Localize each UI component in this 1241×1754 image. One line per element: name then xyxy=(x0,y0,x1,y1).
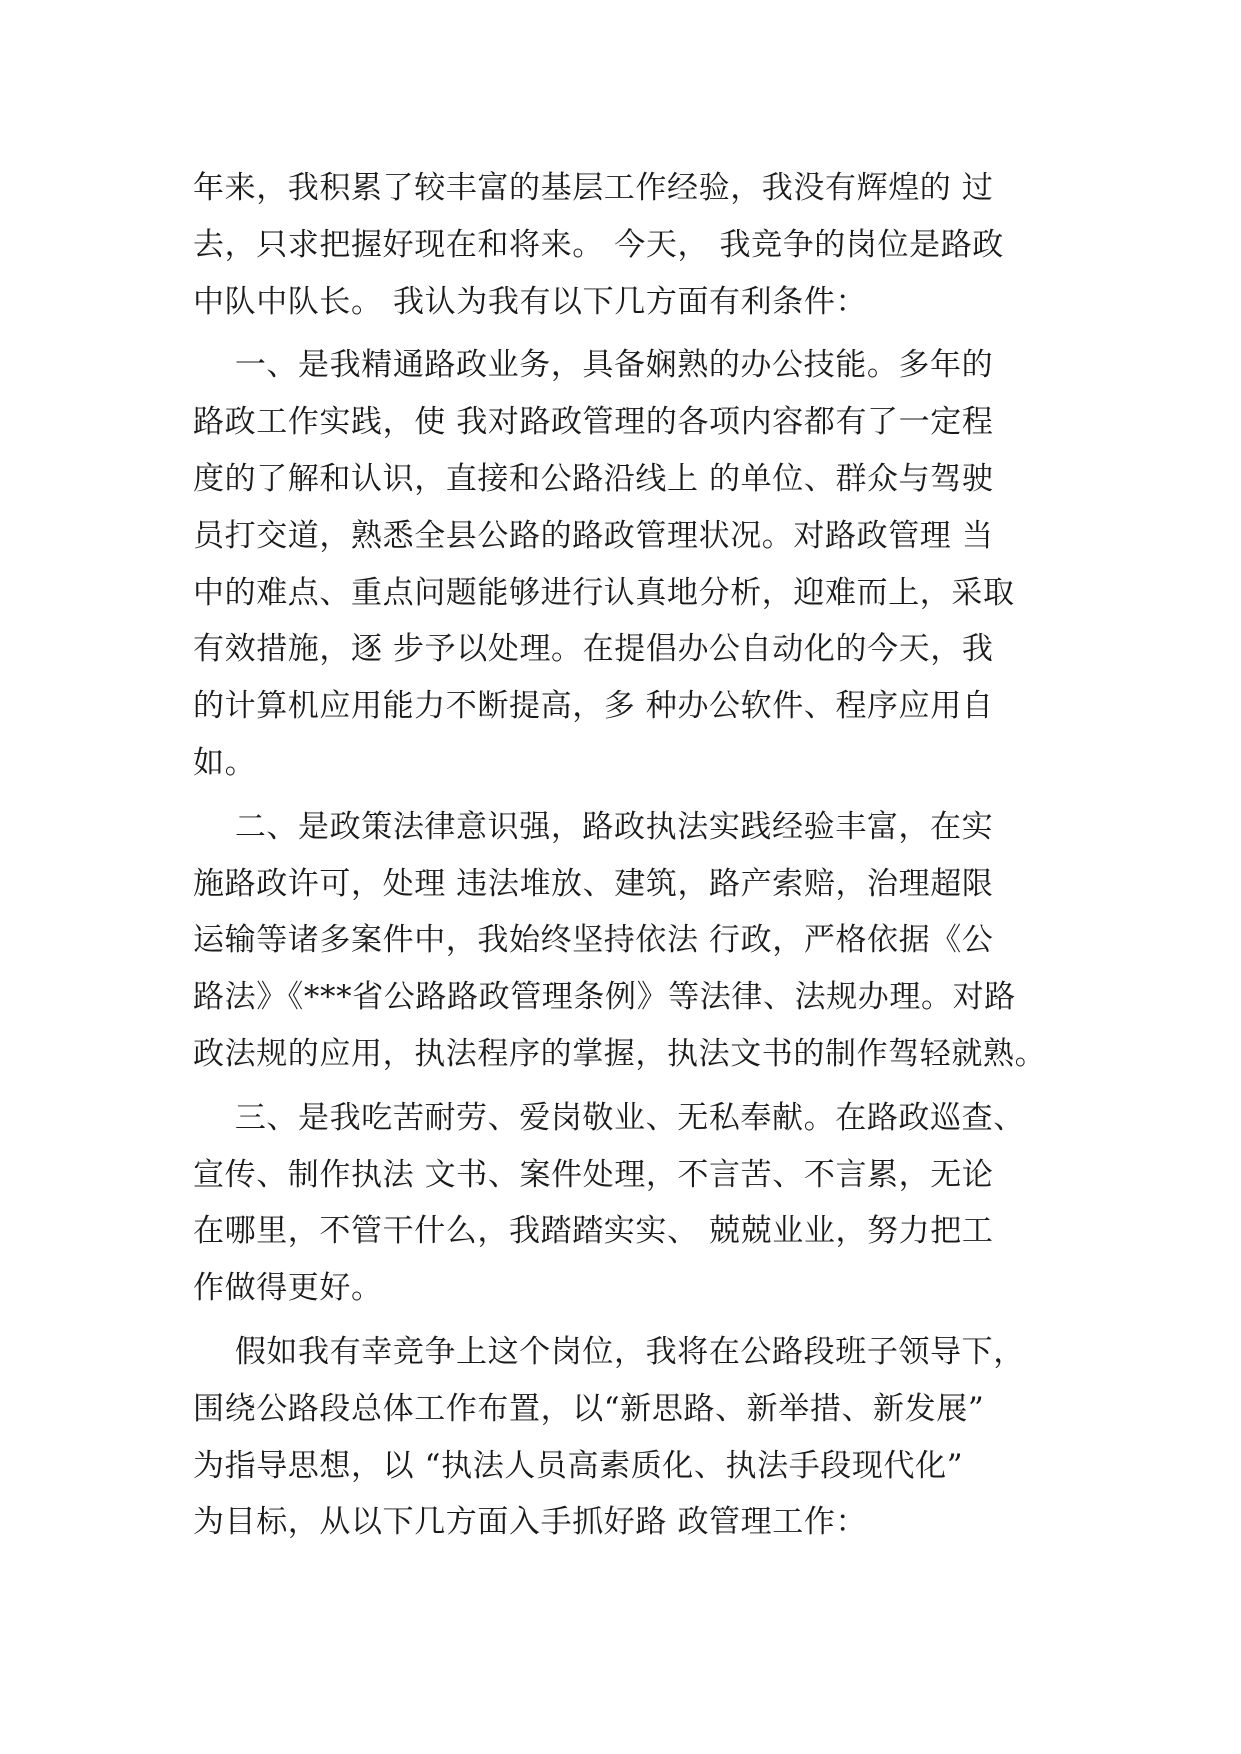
paragraph xyxy=(193,160,1073,330)
text-line: 年来，我积累了较丰富的基层工作经验，我没有辉煌的 过 xyxy=(193,170,994,206)
text-line: 在哪里，不管干什么，我踏踏实实、 兢兢业业，努力把工 xyxy=(193,1213,994,1250)
text-line: 为目标，从以下几方面入手抓好路 政管理工作： xyxy=(193,1504,868,1541)
text-line: 宣传、制作执法 文书、案件处理，不言苦、不言累，无论 xyxy=(193,1156,994,1193)
text-line: 路法》《***省公路路政管理条例》等法律、法规办理。对路 xyxy=(193,979,1016,1016)
text-line: 三、是我吃苦耐劳、爱岗敬业、无私奉献。在路政巡查、 xyxy=(193,1099,1025,1136)
paragraph-spacer xyxy=(193,1083,1073,1090)
paragraph xyxy=(193,1324,1073,1551)
paragraph-spacer xyxy=(193,1317,1073,1324)
text-line: 中队中队长。 我认为我有以下几方面有利条件： xyxy=(193,283,868,320)
text-line: 施路政许可，处理 违法堆放、建筑，路产索赔，治理超限 xyxy=(193,865,994,902)
paragraph xyxy=(193,337,1073,791)
text-line: 有效措施，逐 步予以处理。在提倡办公自动化的今天，我 xyxy=(193,631,994,668)
paragraph xyxy=(193,1090,1073,1317)
text-line: 围绕公路段总体工作布置，以“新思路、新举措、新发展” xyxy=(193,1390,985,1427)
text-line: 员打交道，熟悉全县公路的路政管理状况。对路政管理 当 xyxy=(193,517,994,554)
document-body xyxy=(193,160,1073,1551)
text-line: 政法规的应用，执法程序的掌握，执法文书的制作驾轻就熟。 xyxy=(193,1035,1047,1072)
text-line: 中的难点、重点问题能够进行认真地分析，迎难而上，采取 xyxy=(193,574,1015,611)
text-line: 一、是我精通路政业务，具备娴熟的办公技能。多年的 xyxy=(193,347,994,384)
text-line: 作做得更好。 xyxy=(193,1270,383,1307)
text-line: 假如我有幸竞争上这个岗位，我将在公路段班子领导下， xyxy=(193,1333,1025,1370)
paragraph-spacer xyxy=(193,792,1073,799)
text-line: 度的了解和认识，直接和公路沿线上 的单位、群众与驾驶 xyxy=(193,460,994,497)
text-line: 运输等诸多案件中，我始终坚持依法 行政，严格依据《公 xyxy=(193,922,994,959)
text-line: 如。 xyxy=(193,744,257,781)
text-line: 为指导思想，以 “执法人员高素质化、执法手段现代化” xyxy=(193,1447,964,1484)
paragraph xyxy=(193,799,1073,1083)
text-line: 二、是政策法律意识强，路政执法实践经验丰富，在实 xyxy=(193,808,994,845)
text-line: 的计算机应用能力不断提高，多 种办公软件、程序应用自 xyxy=(193,688,994,725)
paragraph-spacer xyxy=(193,330,1073,337)
text-line: 路政工作实践，使 我对路政管理的各项内容都有了一定程 xyxy=(193,404,994,441)
text-line: 去，只求把握好现在和将来。 今天， 我竞争的岗位是路政 xyxy=(193,226,1004,263)
